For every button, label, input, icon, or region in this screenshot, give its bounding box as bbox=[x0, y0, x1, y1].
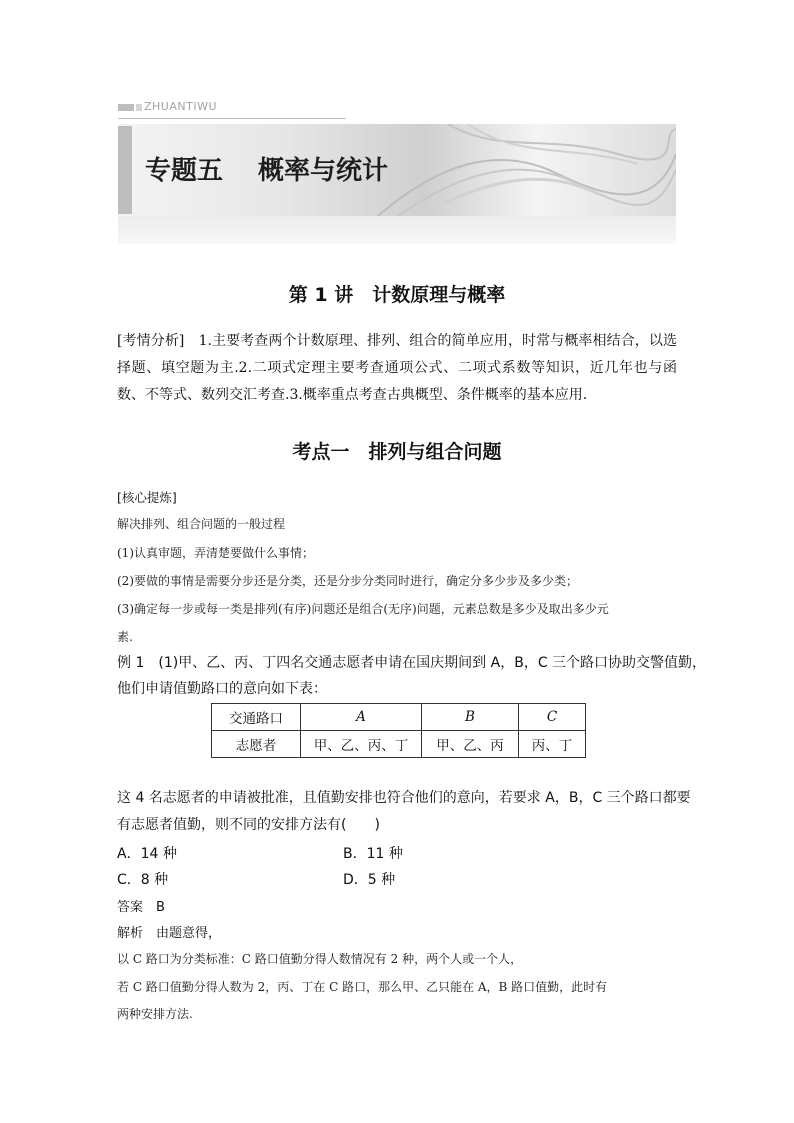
table-cell: B bbox=[422, 704, 519, 731]
option-c: C．8 种 bbox=[117, 872, 169, 888]
exam-analysis bbox=[117, 328, 677, 409]
table-cell: 甲、乙、丙 bbox=[422, 731, 519, 758]
lecture-title: 第 1 讲 计数原理与概率 bbox=[288, 284, 506, 306]
header-marker-secondary bbox=[136, 104, 142, 111]
header-tag: ZHUANTIWU bbox=[144, 100, 218, 113]
core-line: (1)认真审题，弄清楚要做什么事情； bbox=[117, 546, 314, 560]
table-cell: 志愿者 bbox=[212, 731, 301, 758]
table-row bbox=[212, 731, 586, 758]
banner-accent-bar bbox=[118, 126, 132, 214]
chapter-title: 专题五 概率与统计 bbox=[145, 156, 389, 186]
example-line: 例 1 (1)甲、乙、丙、丁四名交通志愿者申请在国庆期间到 A，B，C 三个路口协助交警值勤， bbox=[117, 655, 707, 671]
answer: 答案 B bbox=[117, 900, 165, 915]
table-header-row bbox=[212, 704, 586, 731]
table-cell: 甲、乙、丙、丁 bbox=[301, 731, 422, 758]
core-line: 素. bbox=[117, 630, 133, 644]
table-cell: A bbox=[301, 704, 422, 731]
option-d: D．5 种 bbox=[343, 872, 396, 888]
volunteer-table bbox=[211, 703, 586, 758]
header-rule bbox=[118, 118, 346, 119]
table-cell: 交通路口 bbox=[212, 704, 301, 731]
solution-line: 以 C 路口为分类标准：C 路口值勤分得人数情况有 2 种，两个人或一个人， bbox=[117, 952, 523, 966]
example-line: 他们申请值勤路口的意向如下表： bbox=[117, 681, 327, 697]
option-a: A．14 种 bbox=[117, 846, 177, 862]
example-line: 这 4 名志愿者的申请被批准，且值勤安排也符合他们的意向，若要求 A，B，C 三个路口都要 bbox=[117, 790, 691, 806]
banner-bottom-strip bbox=[118, 216, 676, 244]
option-b: B．11 种 bbox=[343, 846, 403, 862]
exam-analysis-text: 1.主要考查两个计数原理、排列、组合的简单应用，时常与概率相结合，以选择题、填空题为主.2.二项式定理主要考查通项公式、二项式系数等知识，近几年也与函数、不等式、数列交汇考查.3.概率重点考查古典概型、条件概率的基本应用. bbox=[117, 333, 677, 403]
solution-label: 解析 由题意得， bbox=[117, 926, 222, 941]
solution-line: 若 C 路口值勤分得人数为 2，丙、丁在 C 路口，那么甲、乙只能在 A，B 路口值勤，此时有 bbox=[117, 980, 608, 994]
solution-line: 两种安排方法. bbox=[117, 1007, 193, 1021]
table-cell: C bbox=[519, 704, 586, 731]
header-marker bbox=[118, 104, 134, 111]
example-line: 有志愿者值勤，则不同的安排方法有( ) bbox=[117, 817, 380, 833]
table-cell: 丙、丁 bbox=[519, 731, 586, 758]
core-label: [核心提炼] bbox=[117, 490, 177, 505]
core-line: (2)要做的事情是需要分步还是分类，还是分步分类同时进行，确定分多少步及多少类； bbox=[117, 574, 579, 588]
core-line: (3)确定每一步或每一类是排列(有序)问题还是组合(无序)问题，元素总数是多少及取出多少元 bbox=[117, 602, 609, 616]
exam-analysis-label: [考情分析] bbox=[117, 333, 185, 349]
core-line: 解决排列、组合问题的一般过程 bbox=[117, 517, 286, 531]
section-title: 考点一 排列与组合问题 bbox=[292, 441, 502, 463]
